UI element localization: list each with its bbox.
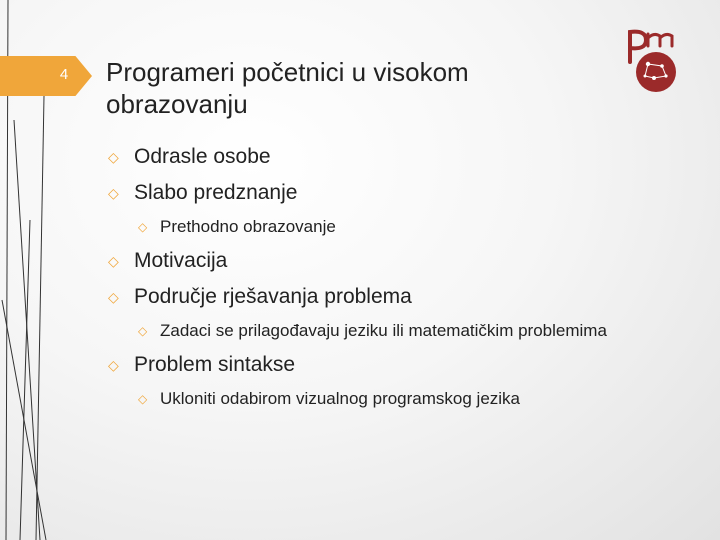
- bullet-item: [108, 352, 668, 378]
- diamond-arrow-icon: ◇: [108, 149, 119, 165]
- bullet-text: Područje rješavanja problema: [134, 285, 412, 308]
- bullet-text: Slabo predznanje: [134, 181, 298, 204]
- bullet-item: [108, 248, 668, 274]
- sub-bullet-text: Ukloniti odabirom vizualnog programskog jezika: [160, 389, 521, 408]
- diamond-arrow-icon: ◇: [108, 185, 119, 201]
- bullet-item: [108, 144, 668, 170]
- diamond-arrow-icon: ◇: [108, 357, 119, 373]
- diamond-arrow-icon: ◇: [138, 392, 148, 406]
- sub-bullet-item: [138, 216, 668, 238]
- sub-bullet-text: Prethodno obrazovanje: [160, 217, 336, 236]
- pm-logo: [618, 22, 690, 98]
- sub-bullet-text: Zadaci se prilagođavaju jeziku ili matematičkim problemima: [160, 321, 607, 340]
- bullet-item: [108, 284, 668, 310]
- bullet-list: [108, 140, 668, 410]
- slide-number: 4: [59, 66, 69, 83]
- diamond-arrow-icon: ◇: [108, 289, 119, 305]
- bullet-text: Problem sintakse: [134, 353, 296, 376]
- sub-bullet-item: [138, 320, 668, 342]
- diamond-arrow-icon: ◇: [108, 253, 119, 269]
- diamond-arrow-icon: ◇: [138, 220, 148, 234]
- diamond-arrow-icon: ◇: [138, 324, 148, 338]
- sub-bullet-item: [138, 388, 668, 410]
- slide-number-tab: [0, 56, 92, 96]
- bullet-text: Motivacija: [134, 249, 228, 272]
- bullet-text: Odrasle osobe: [134, 145, 271, 168]
- slide-title: Programeri početnici u visokom obrazovanju: [106, 57, 469, 119]
- bullet-item: [108, 180, 668, 206]
